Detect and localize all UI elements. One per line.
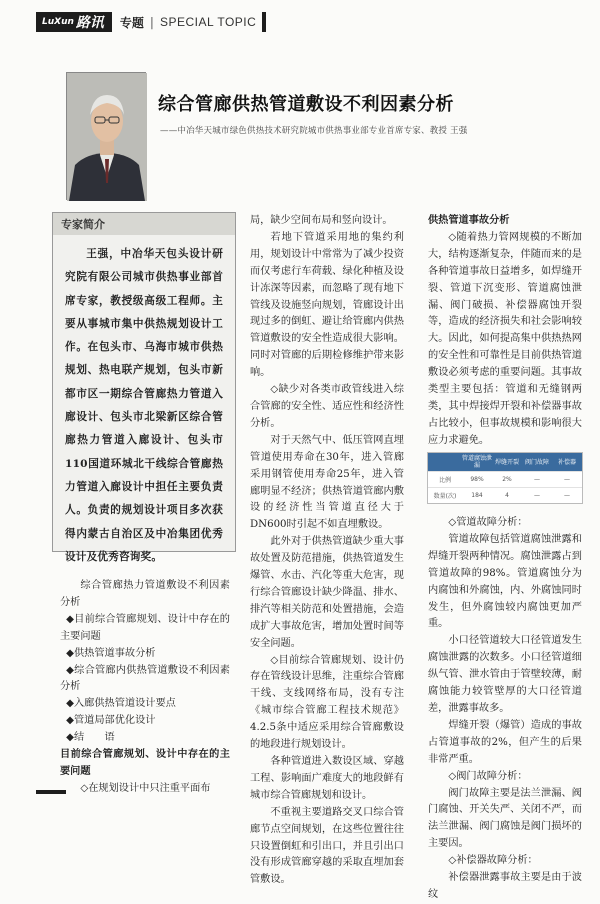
table-cell: 184 [462, 487, 492, 503]
paragraph: 若地下管道采用地的集约利用，规划设计中常常为了减少投资而仅考虑行车荷载、绿化种植及设计冻深等因素，而忽略了现有地下管线及设施竖向规划，管廊设计出现过多的倒虹、避让给管廊内供热管道敷设的安全性造成很大影响。同时对管廊的后期检修维护带来影响。 [250, 231, 404, 379]
paragraph: ◇目前综合管廊规划、设计仍存在管线设计思维，注重综合管廊干线、支线网络布局，没有专注《城市综合管廊工程技术规范》4.2.5条中适应采用综合管廊敷设的地段进行规划设计。 [250, 654, 404, 751]
paragraph: 管道故障包括管道腐蚀泄露和焊缝开裂两种情况。腐蚀泄露占到管道故障的98%。管道腐蚀分为内腐蚀和外腐蚀，内、外腐蚀同时发生，但外腐蚀较内腐蚀更加严重。 [428, 533, 582, 630]
expert-bio: 王强，中冶华天包头设计研究院有限公司城市供热事业部首席专家，教授级高级工程师。主要从事城市集中供热规划设计工作。在包头市、乌海市城市供热规划、热电联产规划，包头市新都市区一期综合管廊热力管道入廊设计、包头市北梁新区综合管廊热力管道入廊设计、包头市110国道环城北干线综合管廊热力管道入廊设计中担任主要负责人。负责的规划设计项目多次获得内蒙古自治区及中冶集团优秀设计及优秀咨询奖。 [65, 248, 223, 563]
table-cell: 4 [492, 487, 522, 503]
paragraph: 各种管道进入数设区域、穿越工程、影响面广难度大的地段鲜有城市综合管廊规划和设计。 [250, 756, 404, 801]
article-column-middle [250, 213, 404, 889]
table-cell: 2% [492, 471, 522, 487]
table-cell: — [552, 487, 582, 503]
article-title: 综合管廊供热管道敷设不利因素分析 [158, 94, 454, 115]
article-column-left [60, 578, 230, 798]
outline-item: ◆供热管道事故分析 [66, 647, 156, 659]
page-footer-bar [36, 790, 66, 794]
section-heading: 供热管道事故分析 [428, 215, 510, 226]
table-cell: — [522, 471, 552, 487]
table-corner [428, 453, 462, 471]
article-column-right [428, 213, 582, 450]
paragraph: ◇在规划设计中只注重平面布 [80, 782, 211, 794]
outline-item: ◆管道局部优化设计 [66, 715, 156, 727]
paragraph: 对于天然气中、低压管网直埋管道使用寿命在30年，进入管廊采用钢管使用寿命25年，进入管廊明显不经济；供热管道管廊内敷设的经济性当管道直径大于DN600时引起不如直埋敷设。 [250, 434, 404, 531]
column-name: 专题 [119, 15, 144, 30]
magazine-header [36, 12, 266, 32]
subheading: ◇补偿器故障分析： [448, 855, 538, 867]
table-cell: — [522, 487, 552, 503]
subheading: ◇阀门故障分析： [448, 770, 528, 782]
subheading: ◇管道故障分析： [448, 517, 528, 528]
table-row-label: 数量(次) [428, 487, 462, 503]
paragraph: 局，缺少空间布局和竖向设计。 [250, 215, 393, 226]
paragraph: ◇缺少对各类市政管线进入综合管廊的安全性、适应性和经济性分析。 [250, 384, 404, 429]
paragraph: 阀门故障主要是法兰泄漏、阀门腐蚀、开关失严、关闭不严，而法兰泄漏、阀门腐蚀是阀门损坏的主要因。 [428, 787, 582, 850]
paragraph: ◇随着热力管网规模的不断加大，结构逐渐复杂，伴随而来的是各种管道事故日益增多，如焊缝开裂、管道下沉变形、管道腐蚀泄漏、阀门破损、补偿器腐蚀开裂等，造成的经济损失和社会影响较大。因此，如何提高集中供热热网的安全性和可靠性是目前供热管道敷设必须考虑的重要问题。其事故类型主要包括：管道和无缝钢两类，其中焊接焊开裂和补偿器事故占比较小，但事故规模和影响很大应力求避免。 [428, 231, 582, 446]
table-cell: 98% [462, 471, 492, 487]
paragraph: 小口径管道较大口径管道发生腐蚀泄露的次数多。小口径管道细纵气管、泄水管由于管壁较薄，耐腐蚀能力较管壁厚的大口径管道差，泄露事故多。 [428, 635, 582, 714]
accident-statistics-table [427, 452, 583, 504]
table-header-cell: 焊缝开裂 [492, 453, 522, 471]
expert-profile-box [52, 212, 236, 563]
magazine-logo [36, 12, 112, 32]
author-portrait [67, 73, 147, 201]
expert-heading: 专家简介 [53, 213, 235, 235]
author-photo [66, 72, 146, 200]
outline-item: ◆结 语 [66, 732, 115, 744]
paragraph: 补偿器泄露事故主要是由于波纹 [428, 872, 582, 900]
column-name-en: SPECIAL TOPIC [159, 15, 257, 29]
logo-main: 路讯 [75, 15, 104, 31]
table-header-cell: 补偿器 [552, 453, 582, 471]
table-cell: — [552, 471, 582, 487]
outline-lead: 综合管廊热力管道敷设不利因素分析 [60, 580, 230, 608]
outline-item: ◆入廊供热管道设计要点 [66, 698, 176, 710]
paragraph: 不重视主要道路交叉口综合管廊节点空间规划，在这些位置往往只设置倒虹和引出口，并且引出口没有形成管廊穿越的采取直埋加套管敷设。 [250, 806, 404, 886]
outline-item: ◆目前综合管廊规划、设计中存在的主要问题 [60, 613, 230, 642]
paragraph: 焊缝开裂（爆管）造成的事故占管道事故的2%，但产生的后果非常严重。 [428, 719, 582, 765]
table-header-cell: 阀门故障 [522, 453, 552, 471]
outline-item: ◆综合管廊内供热管道敷设不利因素分析 [60, 664, 230, 693]
table-header-cell: 管道腐蚀泄漏 [462, 455, 493, 469]
section-heading: 目前综合管廊规划、设计中存在的主要问题 [60, 749, 230, 777]
article-column-right-lower [428, 515, 582, 904]
column-separator: | [149, 15, 154, 29]
header-end-bar [262, 12, 266, 32]
logo-sub: LuXun [42, 17, 74, 27]
paragraph: 此外对于供热管道缺少重大事故处置及防范措施，供热管道发生爆管、水击、汽化等重大危害，现行综合管廊设计缺少降温、排水、排汽等相关防范和处置措施，会造成扩大事故危害，增加处置时间等安全问题。 [250, 536, 404, 649]
table-row-label: 比例 [428, 471, 462, 487]
article-byline: ——中冶华天城市绿色供热技术研究院城市供热事业部专业首席专家、教授 王强 [160, 126, 468, 136]
